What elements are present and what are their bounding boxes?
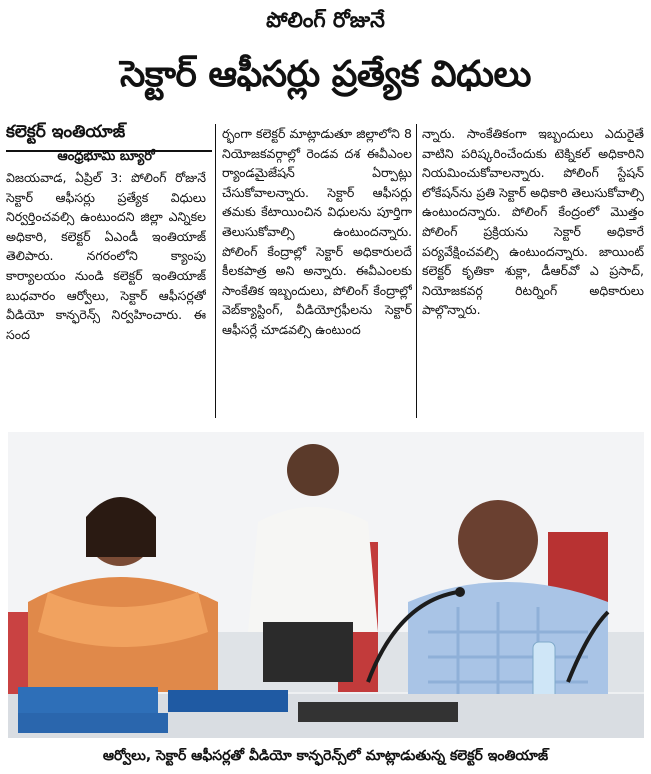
photo-caption: ఆర్వోలు, సెక్టార్ ఆఫీసర్లతో వీడియో కాన్ఫరెన్స్‌లో మాట్లాడుతున్న కలెక్టర్ ఇంతియాజ్: [102, 748, 549, 764]
article-column-3: [422, 124, 644, 424]
main-headline: సెక్టార్ ఆఫీసర్లు ప్రత్యేక విధులు: [120, 54, 531, 95]
byline: ఆంధ్రభూమి బ్యూరో: [57, 149, 155, 164]
column-divider-1: [215, 124, 216, 418]
subheadline: కలెక్టర్ ఇంతియాజ్: [6, 122, 126, 142]
article-column-1: [6, 118, 206, 418]
kicker-headline: పోలింగ్ రోజునే: [266, 8, 385, 32]
article-column-2: [222, 124, 412, 424]
news-photo: [8, 432, 644, 738]
column-3-text: న్నారు. సాంకేతికంగా ఇబ్బందులు ఎదురైతే వాటిని పరిష్కరించేందుకు టెక్నికల్ అధికారిని నియమించుకోవాలన్నారు. పోలింగ్ స్టేషన్ లోకేషన్‌ను ప్రతి సెక్టార్ అధికారి తెలుసుకోవాల్సి ఉంటుందన్నారు. పోలింగ్ కేంద్రంలో మొత్తం పోలింగ్ ప్రక్రియను సెక్టార్ అధికారే పర్యవేక్షించవల్సి ఉంటుందన్నారు. జాయింట్ కలెక్టర్ కృతికా శుక్లా, డీఆర్‌వో ఎ ప్రసాద్, నియోజకవర్గ రిటర్నింగ్ అధికారులు పాల్గొన్నారు.: [422, 126, 644, 318]
meeting-photo-illustration: [8, 432, 644, 738]
column-2-text: ర్భంగా కలెక్టర్ మాట్లాడుతూ జిల్లాలోని 8 నియోజకవర్గాల్లో రెండవ దశ ఈవీఎంల ర్యాండమైజేషన్ ఏర్పాట్లు చేసుకోవాలన్నారు. సెక్టార్ ఆఫీసర్లు తమకు కేటాయించిన విధులను పూర్తిగా తెలుసుకోవాల్సి ఉంటుందన్నారు. పోలింగ్ కేంద్రాల్లో సెక్టార్ అధికారులదే కీలకపాత్ర అని అన్నారు. ఈవీఎంలకు సాంకేతిక ఇబ్బందులు, పోలింగ్ కేంద్రాల్లో వెబ్‌క్యాస్టింగ్, వీడియోగ్రఫీలను సెక్టార్ ఆఫీసర్లే చూడవల్సి ఉంటుంద: [222, 126, 412, 337]
column-divider-2: [416, 124, 417, 418]
column-1-text: విజయవాడ, ఏప్రిల్ 3: పోలింగ్ రోజునే సెక్టార్ ఆఫీసర్లు ప్రత్యేక విధులు నిర్వర్తించవల్సి ఉంటుందని జిల్లా ఎన్నికల అధికారి, కలెక్టర్ ఏఎండీ ఇంతియాజ్ తెలిపారు. నగరంలోని క్యాంపు కార్యాలయం నుండి కలెక్టర్ ఇంతియాజ్ బుధవారం ఆర్వోలు, సెక్టార్ ఆఫీసర్లతో వీడియో కాన్ఫరెన్స్ నిర్వహించారు. ఈ సంద: [6, 170, 206, 342]
